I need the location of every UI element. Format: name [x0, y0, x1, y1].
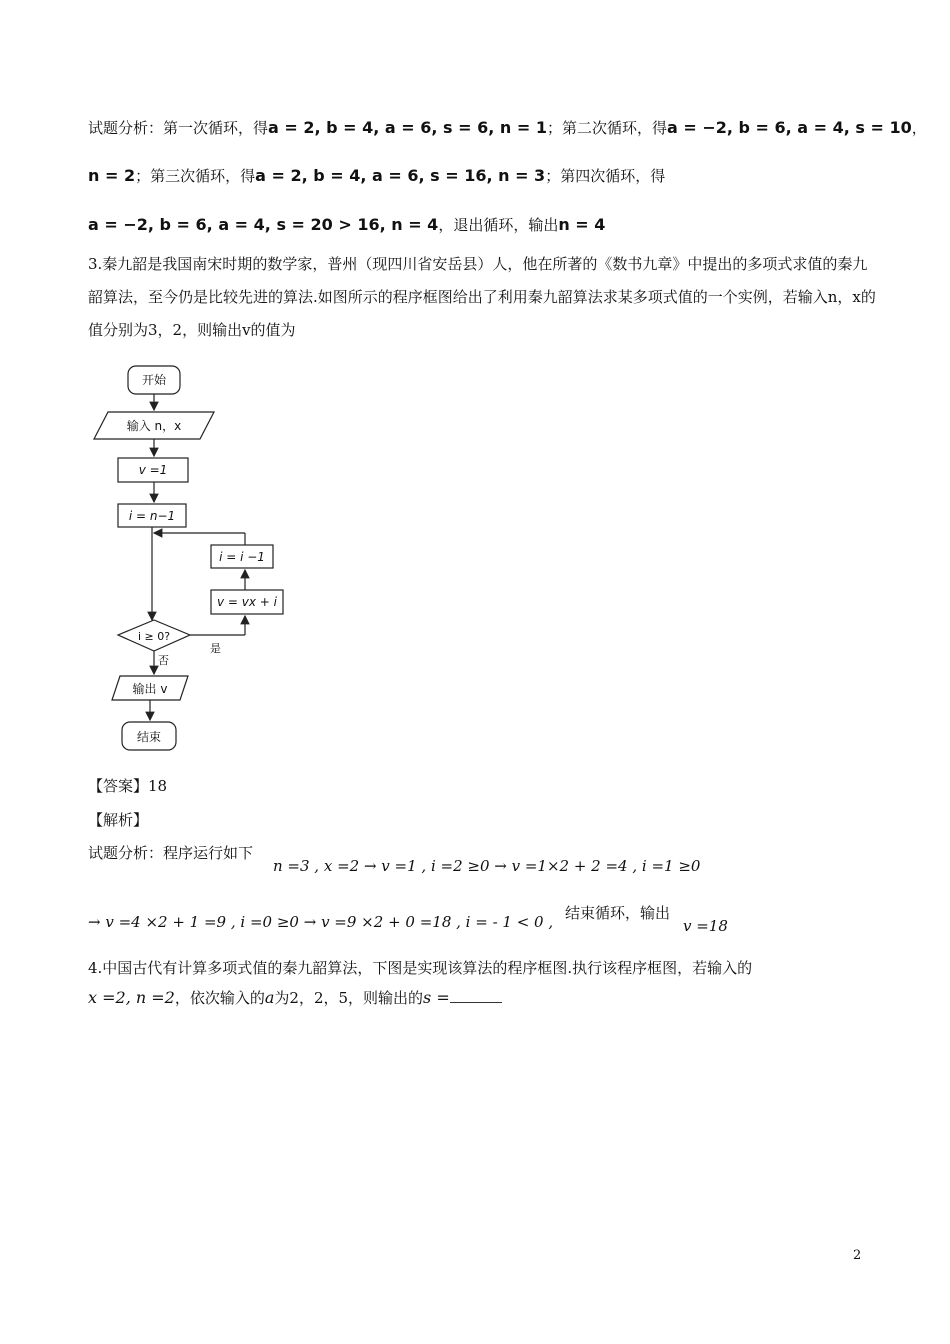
- analysis1-line2-math1: n = 2: [88, 166, 136, 185]
- answer3-analysis-label: 【解析】: [88, 811, 149, 829]
- flowchart: [80, 362, 380, 762]
- flowchart-input-label: 输入 n，x: [126, 419, 182, 433]
- analysis1-line3: [88, 215, 605, 235]
- flowchart-end-label: 结束: [136, 730, 162, 744]
- flowchart-condition-label: i ≥ 0?: [137, 630, 171, 643]
- flowchart-init-v-label: v =1: [138, 463, 168, 477]
- flowchart-init-i-label: i = n−1: [128, 509, 176, 523]
- analysis1-line1: [88, 118, 927, 138]
- flowchart-update-label: v = vx + i: [216, 595, 278, 609]
- analysis1-math2: a = −2, b = 6, a = 4, s = 10: [666, 118, 912, 137]
- problem4-s-var: s =: [423, 988, 450, 1007]
- problem4-mid2: 为2，2，5，则输出的: [274, 989, 424, 1007]
- flowchart-output-label: 输出 v: [132, 682, 168, 696]
- problem4-answer-blank: [450, 988, 502, 1003]
- problem4-line2: [88, 988, 502, 1008]
- answer3-label: 【答案】: [88, 777, 149, 795]
- answer3-result: v =18: [683, 917, 728, 935]
- problem4-line1: 4.中国古代有计算多项式值的秦九韶算法，下图是实现该算法的程序框图.执行该程序框图，若输入的: [88, 959, 753, 977]
- answer3-math1: n =3 , x =2 → v =1 , i =2 ≥0 → v =1×2 + 2 =4 , i =1 ≥0: [273, 857, 701, 875]
- flowchart-no-label: 否: [158, 654, 169, 667]
- answer3-value: 18: [148, 777, 168, 795]
- analysis1-line3-text: ，退出循环，输出: [438, 216, 559, 234]
- analysis1-line2-mid: ；第三次循环，得: [135, 167, 256, 185]
- problem4-a-var: a: [264, 988, 275, 1007]
- analysis1-line2: [88, 166, 665, 186]
- flowchart-start-label: 开始: [141, 373, 167, 387]
- answer3-analysis-prefix: 试题分析：程序运行如下: [88, 844, 254, 862]
- analysis1-end: ，: [911, 119, 927, 137]
- analysis1-line3-math: a = −2, b = 6, a = 4, s = 20 > 16, n = 4: [88, 215, 439, 234]
- analysis1-line2-math2: a = 2, b = 4, a = 6, s = 16, n = 3: [255, 166, 546, 185]
- answer3-end-text: 结束循环，输出: [565, 904, 671, 922]
- analysis1-math1: a = 2, b = 4, a = 6, s = 6, n = 1: [268, 118, 547, 137]
- problem3-text: 3.秦九韶是我国南宋时期的数学家，普州（现四川省安岳县）人，他在所著的《数书九章》中提出的多项式求值的秦九韶算法，至今仍是比较先进的算法.如图所示的程序框图给出了利用秦九韶算法求某多项式值的一个实例，若输入n，x的值分别为3，2，则输出v的值为: [88, 255, 876, 339]
- flowchart-yes-label: 是: [210, 642, 221, 655]
- problem4-math: x =2, n =2: [88, 988, 175, 1007]
- analysis1-prefix: 试题分析：第一次循环，得: [88, 119, 269, 137]
- answer3-math2: → v =4 ×2 + 1 =9 , i =0 ≥0 → v =9 ×2 + 0 =18 , i = - 1 < 0 ,: [88, 913, 554, 931]
- analysis1-line3-result: n = 4: [558, 215, 606, 234]
- analysis1-line2-end: ；第四次循环，得: [545, 167, 666, 185]
- page-number: 2: [853, 1248, 862, 1263]
- problem4-mid1: ，依次输入的: [174, 989, 265, 1007]
- answer3-line: [88, 776, 167, 796]
- analysis1-mid: ；第二次循环，得: [546, 119, 667, 137]
- flowchart-decrement-label: i = i −1: [219, 550, 265, 564]
